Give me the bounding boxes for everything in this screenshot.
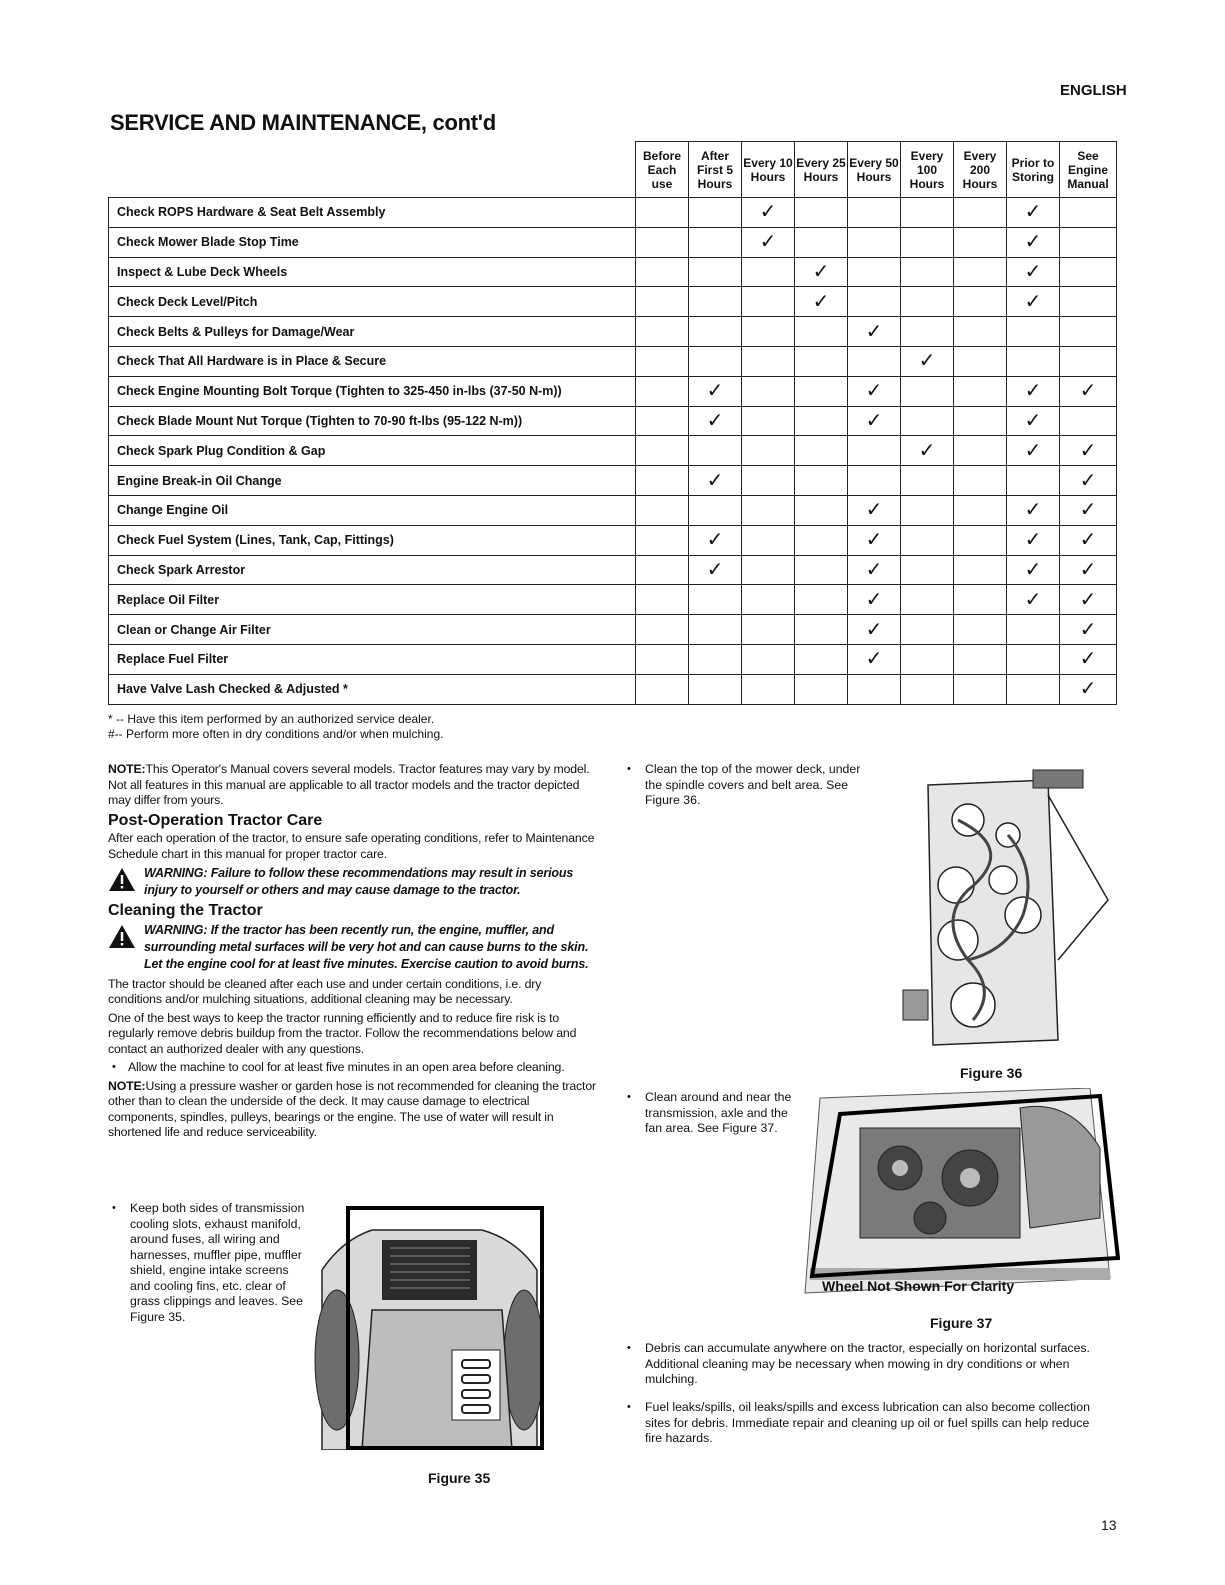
empty-cell bbox=[795, 436, 848, 466]
empty-cell bbox=[848, 436, 901, 466]
empty-cell bbox=[742, 287, 795, 317]
figure-35-caption: Figure 35 bbox=[428, 1470, 491, 1486]
check-mark: ✓ bbox=[689, 466, 742, 496]
check-mark: ✓ bbox=[848, 495, 901, 525]
column-header-line: 200 bbox=[969, 162, 991, 177]
note-text: Using a pressure washer or garden hose is not recommended for cleaning the tractor other than to clean the underside of the deck. It may cause damage to electrical components, spindles, pulleys, bearings or the engine. The use of water will result in shortened life and reduce serviceability. bbox=[108, 1078, 596, 1139]
note-pressure-washer bbox=[108, 1079, 596, 1141]
check-mark: ✓ bbox=[689, 525, 742, 555]
task-cell: Check Fuel System (Lines, Tank, Cap, Fittings) bbox=[109, 525, 636, 555]
task-cell: Check Blade Mount Nut Torque (Tighten to 70-90 ft-lbs (95-122 N-m)) bbox=[109, 406, 636, 436]
empty-cell bbox=[795, 644, 848, 674]
heading-post-operation: Post-Operation Tractor Care bbox=[108, 811, 323, 829]
table-row bbox=[109, 346, 1117, 376]
check-mark: ✓ bbox=[1060, 674, 1117, 704]
table-row bbox=[109, 198, 1117, 228]
empty-cell bbox=[901, 227, 954, 257]
column-header-line: Hours bbox=[909, 176, 945, 191]
column-header-line: After bbox=[700, 148, 729, 163]
empty-cell bbox=[636, 376, 689, 406]
empty-cell bbox=[901, 198, 954, 228]
empty-cell bbox=[689, 346, 742, 376]
empty-cell bbox=[742, 525, 795, 555]
empty-cell bbox=[636, 227, 689, 257]
empty-cell bbox=[848, 257, 901, 287]
check-mark: ✓ bbox=[1060, 495, 1117, 525]
empty-cell bbox=[848, 227, 901, 257]
check-mark: ✓ bbox=[1007, 198, 1060, 228]
empty-cell bbox=[689, 287, 742, 317]
empty-cell bbox=[689, 495, 742, 525]
empty-cell bbox=[742, 644, 795, 674]
page-number: 13 bbox=[1101, 1517, 1117, 1533]
empty-cell bbox=[901, 257, 954, 287]
heading-cleaning: Cleaning the Tractor bbox=[108, 902, 263, 919]
table-header-row bbox=[109, 142, 1117, 198]
table-row bbox=[109, 317, 1117, 347]
column-header-line: Engine bbox=[1067, 162, 1108, 177]
empty-cell bbox=[901, 495, 954, 525]
empty-cell bbox=[901, 585, 954, 615]
empty-cell bbox=[1060, 257, 1117, 287]
empty-cell bbox=[1060, 287, 1117, 317]
task-cell: Engine Break-in Oil Change bbox=[109, 466, 636, 496]
column-header-line: Before bbox=[642, 148, 681, 163]
footnote-dealer: * -- Have this item performed by an authorized service dealer. bbox=[108, 712, 435, 726]
check-mark: ✓ bbox=[1060, 466, 1117, 496]
empty-cell bbox=[795, 227, 848, 257]
empty-cell bbox=[1060, 227, 1117, 257]
column-header-line: Hours bbox=[697, 176, 733, 191]
column-header bbox=[848, 142, 901, 198]
empty-cell bbox=[1060, 317, 1117, 347]
column-header-line: Every 10 bbox=[743, 155, 793, 170]
empty-cell bbox=[795, 585, 848, 615]
table-row bbox=[109, 406, 1117, 436]
check-mark: ✓ bbox=[1007, 436, 1060, 466]
check-mark: ✓ bbox=[848, 317, 901, 347]
column-header-line: Hours bbox=[962, 176, 998, 191]
task-cell: Check Belts & Pulleys for Damage/Wear bbox=[109, 317, 636, 347]
task-cell: Inspect & Lube Deck Wheels bbox=[109, 257, 636, 287]
mower-deck-illustration bbox=[898, 760, 1118, 1060]
empty-cell bbox=[636, 317, 689, 347]
empty-cell bbox=[636, 406, 689, 436]
empty-cell bbox=[636, 257, 689, 287]
check-mark: ✓ bbox=[1007, 257, 1060, 287]
empty-cell bbox=[1007, 346, 1060, 376]
empty-cell bbox=[742, 376, 795, 406]
empty-cell bbox=[954, 585, 1007, 615]
empty-cell bbox=[954, 525, 1007, 555]
check-mark: ✓ bbox=[689, 406, 742, 436]
empty-cell bbox=[742, 615, 795, 645]
empty-cell bbox=[742, 555, 795, 585]
column-header-line: Every bbox=[910, 148, 944, 163]
column-header bbox=[901, 142, 954, 198]
empty-cell bbox=[636, 287, 689, 317]
bullet-keep-clear: • Keep both sides of transmission cooling slots, exhaust manifold, around fuses, all wiring and harnesses, muffler pipe, muffler shield, engine intake screens and cooling fins, etc. clear of grass clippings and leaves. See Figure 35. bbox=[110, 1201, 306, 1325]
warning-block bbox=[108, 865, 596, 899]
empty-cell bbox=[689, 585, 742, 615]
empty-cell bbox=[954, 346, 1007, 376]
task-cell: Check That All Hardware is in Place & Secure bbox=[109, 346, 636, 376]
empty-cell bbox=[689, 317, 742, 347]
empty-cell bbox=[795, 525, 848, 555]
empty-cell bbox=[1007, 644, 1060, 674]
table-row bbox=[109, 436, 1117, 466]
empty-cell bbox=[742, 466, 795, 496]
empty-cell bbox=[742, 436, 795, 466]
column-header bbox=[954, 142, 1007, 198]
task-cell: Replace Fuel Filter bbox=[109, 644, 636, 674]
check-mark: ✓ bbox=[1007, 585, 1060, 615]
warning-icon bbox=[108, 867, 138, 897]
warning-text: WARNING: Failure to follow these recommendations may result in serious injury to yourself or others and may cause damage to the tractor. bbox=[144, 866, 574, 897]
empty-cell bbox=[636, 198, 689, 228]
table-row bbox=[109, 466, 1117, 496]
check-mark: ✓ bbox=[1007, 376, 1060, 406]
empty-cell bbox=[795, 376, 848, 406]
empty-cell bbox=[689, 257, 742, 287]
check-mark: ✓ bbox=[848, 585, 901, 615]
empty-cell bbox=[954, 436, 1007, 466]
column-header-line: Hours bbox=[750, 169, 786, 184]
check-mark: ✓ bbox=[901, 346, 954, 376]
column-header bbox=[1007, 142, 1060, 198]
column-header-line: Hours bbox=[856, 169, 892, 184]
table-row bbox=[109, 615, 1117, 645]
section-title: SERVICE AND MAINTENANCE, cont'd bbox=[110, 110, 496, 135]
table-header-blank bbox=[109, 142, 636, 198]
maintenance-schedule-table bbox=[108, 141, 1117, 705]
empty-cell bbox=[742, 317, 795, 347]
check-mark: ✓ bbox=[901, 436, 954, 466]
empty-cell bbox=[954, 644, 1007, 674]
empty-cell bbox=[901, 466, 954, 496]
empty-cell bbox=[636, 585, 689, 615]
column-header bbox=[1060, 142, 1117, 198]
table-row bbox=[109, 376, 1117, 406]
figure-37-caption: Figure 37 bbox=[930, 1315, 993, 1331]
empty-cell bbox=[1060, 346, 1117, 376]
footnotes bbox=[108, 712, 444, 742]
figure-37-image bbox=[800, 1088, 1120, 1310]
column-header bbox=[689, 142, 742, 198]
column-header-line: See bbox=[1077, 148, 1099, 163]
table-row bbox=[109, 227, 1117, 257]
empty-cell bbox=[954, 287, 1007, 317]
column-header-line: Manual bbox=[1067, 176, 1109, 191]
column-header-line: Hours bbox=[803, 169, 839, 184]
empty-cell bbox=[742, 495, 795, 525]
empty-cell bbox=[954, 615, 1007, 645]
para-cleaning: The tractor should be cleaned after each use and under certain conditions, i.e. dry conditions and/or mulching situations, additional cleaning may be necessary. bbox=[108, 976, 542, 1006]
empty-cell bbox=[795, 495, 848, 525]
empty-cell bbox=[636, 525, 689, 555]
empty-cell bbox=[954, 466, 1007, 496]
empty-cell bbox=[1007, 615, 1060, 645]
check-mark: ✓ bbox=[795, 257, 848, 287]
empty-cell bbox=[795, 198, 848, 228]
check-mark: ✓ bbox=[1060, 555, 1117, 585]
empty-cell bbox=[954, 555, 1007, 585]
column-header-line: Every 25 bbox=[796, 155, 846, 170]
task-cell: Check Spark Arrestor bbox=[109, 555, 636, 585]
empty-cell bbox=[636, 436, 689, 466]
empty-cell bbox=[954, 257, 1007, 287]
check-mark: ✓ bbox=[848, 376, 901, 406]
empty-cell bbox=[636, 346, 689, 376]
empty-cell bbox=[689, 198, 742, 228]
empty-cell bbox=[636, 674, 689, 704]
empty-cell bbox=[689, 615, 742, 645]
bullet-fuel-leaks: • Fuel leaks/spills, oil leaks/spills and excess lubrication can also become collection sites for debris. Immediate repair and cleaning up oil or fuel spills can help reduce fire hazards. bbox=[625, 1400, 1105, 1447]
para-post-operation: After each operation of the tractor, to ensure safe operating conditions, refer to Maintenance Schedule chart in this manual for proper tractor care. bbox=[108, 831, 595, 861]
footnote-dry-conditions: #-- Perform more often in dry conditions and/or when mulching. bbox=[108, 727, 444, 741]
column-header-line: Storing bbox=[1012, 169, 1054, 184]
check-mark: ✓ bbox=[1060, 615, 1117, 645]
empty-cell bbox=[795, 615, 848, 645]
empty-cell bbox=[901, 376, 954, 406]
bullet-mower-deck: • Clean the top of the mower deck, under the spindle covers and belt area. See Figure 36. bbox=[625, 762, 870, 809]
task-cell: Check Spark Plug Condition & Gap bbox=[109, 436, 636, 466]
figure-36-caption: Figure 36 bbox=[960, 1065, 1023, 1081]
empty-cell bbox=[742, 257, 795, 287]
column-header bbox=[636, 142, 689, 198]
task-cell: Change Engine Oil bbox=[109, 495, 636, 525]
column-header-line: Every 50 bbox=[849, 155, 899, 170]
check-mark: ✓ bbox=[848, 555, 901, 585]
empty-cell bbox=[901, 525, 954, 555]
empty-cell bbox=[1007, 317, 1060, 347]
table-row bbox=[109, 585, 1117, 615]
empty-cell bbox=[636, 555, 689, 585]
figure-36-image bbox=[898, 760, 1118, 1060]
empty-cell bbox=[901, 555, 954, 585]
empty-cell bbox=[795, 555, 848, 585]
task-cell: Check Engine Mounting Bolt Torque (Tighten to 325-450 in-lbs (37-50 N-m)) bbox=[109, 376, 636, 406]
transmission-illustration bbox=[800, 1088, 1120, 1310]
column-header bbox=[742, 142, 795, 198]
table-row bbox=[109, 287, 1117, 317]
empty-cell bbox=[901, 644, 954, 674]
check-mark: ✓ bbox=[1060, 644, 1117, 674]
empty-cell bbox=[954, 674, 1007, 704]
empty-cell bbox=[901, 615, 954, 645]
empty-cell bbox=[795, 466, 848, 496]
empty-cell bbox=[954, 198, 1007, 228]
bullet-cool-down: • Allow the machine to cool for at least five minutes in an open area before cleaning. bbox=[108, 1060, 596, 1076]
empty-cell bbox=[795, 317, 848, 347]
para-fire-risk: One of the best ways to keep the tractor running efficiently and to reduce fire risk is to regularly remove debris buildup from the tractor. Follow the recommendations below and contact an authorized dealer with any questions. bbox=[108, 1010, 577, 1056]
table-row bbox=[109, 257, 1117, 287]
figure-35-image bbox=[312, 1200, 544, 1450]
warning-icon bbox=[108, 924, 138, 954]
warning-text-hot: WARNING: If the tractor has been recently run, the engine, muffler, and surrounding metal surfaces will be very hot and can cause burns to the skin. Let the engine cool for at least five minutes. Exercise caution to avoid burns. bbox=[144, 922, 589, 971]
check-mark: ✓ bbox=[848, 525, 901, 555]
empty-cell bbox=[1007, 674, 1060, 704]
check-mark: ✓ bbox=[848, 615, 901, 645]
empty-cell bbox=[636, 615, 689, 645]
note-text: This Operator's Manual covers several models. Tractor features may vary by model. Not all features in this manual are applicable to all tractor models and the tractor depicted may differ from yours. bbox=[108, 762, 590, 807]
check-mark: ✓ bbox=[1060, 585, 1117, 615]
figure-37-label: Wheel Not Shown For Clarity bbox=[822, 1278, 1015, 1294]
empty-cell bbox=[742, 346, 795, 376]
check-mark: ✓ bbox=[689, 555, 742, 585]
check-mark: ✓ bbox=[1007, 287, 1060, 317]
table-row bbox=[109, 495, 1117, 525]
empty-cell bbox=[848, 287, 901, 317]
check-mark: ✓ bbox=[1007, 555, 1060, 585]
empty-cell bbox=[954, 227, 1007, 257]
column-header-line: 100 bbox=[916, 162, 938, 177]
check-mark: ✓ bbox=[1060, 525, 1117, 555]
warning-block-hot bbox=[108, 922, 596, 973]
empty-cell bbox=[742, 406, 795, 436]
empty-cell bbox=[1060, 198, 1117, 228]
empty-cell bbox=[848, 674, 901, 704]
check-mark: ✓ bbox=[689, 376, 742, 406]
empty-cell bbox=[689, 674, 742, 704]
empty-cell bbox=[848, 466, 901, 496]
empty-cell bbox=[795, 346, 848, 376]
note-label: NOTE: bbox=[108, 1078, 146, 1093]
tractor-engine-illustration bbox=[312, 1200, 544, 1450]
empty-cell bbox=[689, 227, 742, 257]
task-cell: Check Mower Blade Stop Time bbox=[109, 227, 636, 257]
note-models bbox=[108, 762, 596, 809]
empty-cell bbox=[742, 585, 795, 615]
check-mark: ✓ bbox=[742, 227, 795, 257]
empty-cell bbox=[848, 198, 901, 228]
column-header-line: Prior to bbox=[1011, 155, 1055, 170]
empty-cell bbox=[901, 317, 954, 347]
empty-cell bbox=[901, 406, 954, 436]
bullet-debris-accumulate: • Debris can accumulate anywhere on the tractor, especially on horizontal surfaces. Additional cleaning may be necessary when mowing in dry conditions or when mulching. bbox=[625, 1341, 1105, 1388]
check-mark: ✓ bbox=[848, 406, 901, 436]
task-cell: Check Deck Level/Pitch bbox=[109, 287, 636, 317]
check-mark: ✓ bbox=[1007, 495, 1060, 525]
check-mark: ✓ bbox=[1060, 436, 1117, 466]
language-label: ENGLISH bbox=[1060, 82, 1127, 99]
table-row bbox=[109, 525, 1117, 555]
empty-cell bbox=[1007, 466, 1060, 496]
table-row bbox=[109, 644, 1117, 674]
column-header-line: Every bbox=[963, 148, 997, 163]
empty-cell bbox=[689, 644, 742, 674]
empty-cell bbox=[636, 466, 689, 496]
empty-cell bbox=[901, 287, 954, 317]
empty-cell bbox=[954, 376, 1007, 406]
bullet-transmission: • Clean around and near the transmission, axle and the fan area. See Figure 37. bbox=[625, 1090, 800, 1137]
task-cell: Replace Oil Filter bbox=[109, 585, 636, 615]
empty-cell bbox=[954, 317, 1007, 347]
column-header-line: First 5 bbox=[696, 162, 733, 177]
task-cell: Have Valve Lash Checked & Adjusted * bbox=[109, 674, 636, 704]
empty-cell bbox=[795, 406, 848, 436]
table-row bbox=[109, 674, 1117, 704]
empty-cell bbox=[742, 674, 795, 704]
task-cell: Check ROPS Hardware & Seat Belt Assembly bbox=[109, 198, 636, 228]
note-label: NOTE: bbox=[108, 762, 146, 776]
empty-cell bbox=[689, 436, 742, 466]
column-header bbox=[795, 142, 848, 198]
check-mark: ✓ bbox=[848, 644, 901, 674]
table-row bbox=[109, 555, 1117, 585]
check-mark: ✓ bbox=[1007, 227, 1060, 257]
column-header-line: Each use bbox=[647, 162, 677, 191]
check-mark: ✓ bbox=[1060, 376, 1117, 406]
check-mark: ✓ bbox=[742, 198, 795, 228]
check-mark: ✓ bbox=[1007, 406, 1060, 436]
left-column bbox=[108, 762, 596, 1144]
check-mark: ✓ bbox=[795, 287, 848, 317]
empty-cell bbox=[795, 674, 848, 704]
empty-cell bbox=[901, 674, 954, 704]
empty-cell bbox=[636, 644, 689, 674]
empty-cell bbox=[1060, 406, 1117, 436]
empty-cell bbox=[954, 406, 1007, 436]
empty-cell bbox=[848, 346, 901, 376]
empty-cell bbox=[636, 495, 689, 525]
empty-cell bbox=[954, 495, 1007, 525]
task-cell: Clean or Change Air Filter bbox=[109, 615, 636, 645]
check-mark: ✓ bbox=[1007, 525, 1060, 555]
